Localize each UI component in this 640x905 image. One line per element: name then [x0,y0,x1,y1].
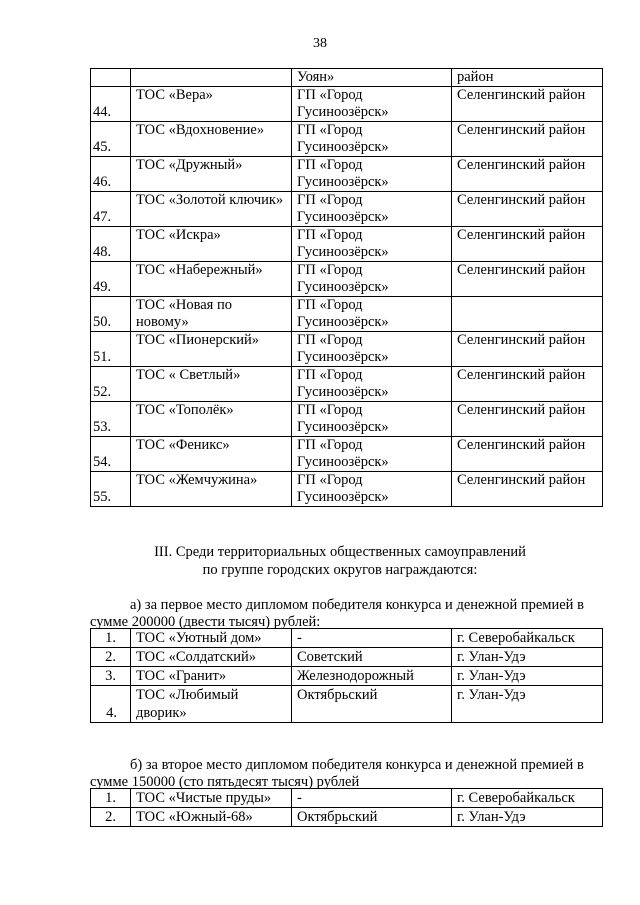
table-row [91,122,603,157]
table-cell: ТОС «Новая по новому» [131,297,292,332]
table-cell: ГП «Город Гусиноозёрск» [292,87,452,122]
first-place-table [90,628,603,723]
table-cell: 48. [91,227,131,262]
table-cell: Уоян» [292,69,452,87]
table-cell: 50. [91,297,131,332]
table-cell: ТОС «Золотой ключик» [131,192,292,227]
table-row [91,262,603,297]
table-cell: Октябрьский [292,686,452,723]
table-row [91,789,603,808]
table-cell: г. Северобайкальск [452,629,603,648]
table-cell [91,69,131,87]
table-cell: ГП «Город Гусиноозёрск» [292,297,452,332]
table-cell: ТОС «Вера» [131,87,292,122]
table-cell: 49. [91,262,131,297]
table-cell: г. Улан-Удэ [452,648,603,667]
table-cell: ГП «Город Гусиноозёрск» [292,262,452,297]
table-cell: ТОС «Гранит» [131,667,292,686]
table-row [91,686,603,723]
table-cell: 1. [91,789,131,808]
table-cell: 2. [91,648,131,667]
subsection-a-text: а) за первое место дипломом победителя конкурса и денежной премией в сумме 200000 (двести тысяч) рублей: [90,597,584,630]
table-cell: Советский [292,648,452,667]
table-cell: Селенгинский район [452,402,603,437]
table-cell: Селенгинский район [452,367,603,402]
table-cell [131,69,292,87]
table-cell: ТОС «Жемчужина» [131,472,292,507]
table-row [91,227,603,262]
table-row [91,402,603,437]
table-cell: ТОС «Дружный» [131,157,292,192]
table-cell: ТОС «Вдохновение» [131,122,292,157]
page-number: 38 [313,36,327,51]
table-cell: г. Улан-Удэ [452,667,603,686]
table-cell: Селенгинский район [452,437,603,472]
table-cell: Селенгинский район [452,332,603,367]
table-cell: ТОС «Южный-68» [131,808,292,827]
table-row [91,808,603,827]
table-cell: Селенгинский район [452,157,603,192]
table-cell: 51. [91,332,131,367]
table-cell: ТОС «Тополёк» [131,402,292,437]
table-row [91,648,603,667]
table-cell: ТОС «Чистые пруды» [131,789,292,808]
table-cell: ТОС «Набережный» [131,262,292,297]
table-header-row-continued [91,69,603,87]
table-cell: 46. [91,157,131,192]
table-cell: ГП «Город Гусиноозёрск» [292,402,452,437]
table-row [91,629,603,648]
table-cell: ГП «Город Гусиноозёрск» [292,157,452,192]
table-cell: 3. [91,667,131,686]
table-row [91,297,603,332]
table-cell: Железнодорожный [292,667,452,686]
table-cell: ГП «Город Гусиноозёрск» [292,332,452,367]
table-cell: - [292,629,452,648]
table-row [91,437,603,472]
table-cell: Октябрьский [292,808,452,827]
table-cell: Селенгинский район [452,192,603,227]
table-cell: 45. [91,122,131,157]
table-cell: 52. [91,367,131,402]
table-cell: 2. [91,808,131,827]
table-cell: ТОС «Любимый дворик» [131,686,292,723]
table-cell: Селенгинский район [452,122,603,157]
table-cell: г. Улан-Удэ [452,686,603,723]
table-row [91,157,603,192]
table-cell: ТОС «Уютный дом» [131,629,292,648]
table-cell: 1. [91,629,131,648]
table-cell: 54. [91,437,131,472]
table-cell: ГП «Город Гусиноозёрск» [292,367,452,402]
section-heading-line2: по группе городских округов награждаются: [202,562,478,578]
table-row [91,87,603,122]
section-heading-line1: III. Среди территориальных общественных самоуправлений [154,544,526,560]
second-place-table [90,788,603,827]
table-cell: ГП «Город Гусиноозёрск» [292,437,452,472]
table-cell: Селенгинский район [452,262,603,297]
table-row [91,332,603,367]
table-cell: ГП «Город Гусиноозёрск» [292,227,452,262]
table-cell [452,297,603,332]
table-cell: ГП «Город Гусиноозёрск» [292,192,452,227]
table-row [91,192,603,227]
table-cell: ГП «Город Гусиноозёрск» [292,122,452,157]
table-cell: ТОС «Солдатский» [131,648,292,667]
subsection-b-text: б) за второе место дипломом победителя конкурса и денежной премией в сумме 150000 (сто пятьдесят тысяч) рублей [90,757,584,790]
table-cell: 47. [91,192,131,227]
table-cell: район [452,69,603,87]
table-cell: Селенгинский район [452,472,603,507]
table-cell: 53. [91,402,131,437]
table-cell: г. Улан-Удэ [452,808,603,827]
table-row [91,367,603,402]
table-cell: ТОС «Искра» [131,227,292,262]
table-cell: ТОС «Феникс» [131,437,292,472]
table-cell: Селенгинский район [452,227,603,262]
table-cell: Селенгинский район [452,87,603,122]
table-cell: ГП «Город Гусиноозёрск» [292,472,452,507]
table-cell: ТОС « Светлый» [131,367,292,402]
awards-table-continued [90,68,603,507]
table-cell: 4. [91,686,131,723]
table-cell: 44. [91,87,131,122]
table-cell: 55. [91,472,131,507]
table-cell: г. Северобайкальск [452,789,603,808]
table-cell: ТОС «Пионерский» [131,332,292,367]
table-row [91,667,603,686]
table-row [91,472,603,507]
table-cell: - [292,789,452,808]
